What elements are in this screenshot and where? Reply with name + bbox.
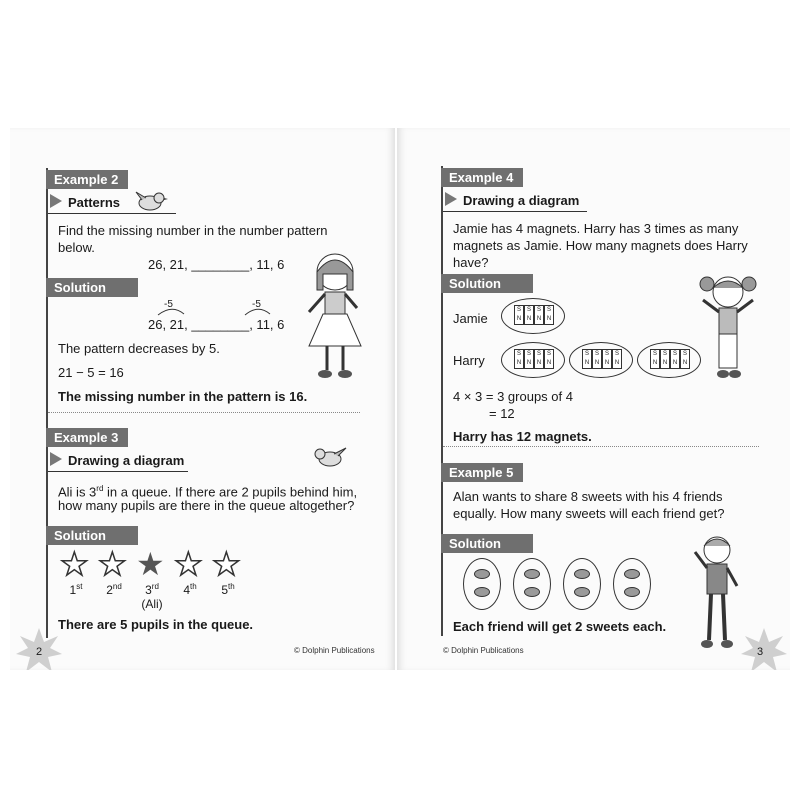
sweet-icon <box>474 587 490 597</box>
topic-heading: Drawing a diagram <box>68 453 185 468</box>
flag-icon <box>50 452 62 466</box>
boy-illustration <box>687 532 747 654</box>
topic-heading: Drawing a diagram <box>463 193 580 208</box>
topic-underline <box>443 211 587 212</box>
star-icon: ★ <box>60 546 89 582</box>
page-number-burst <box>741 628 787 670</box>
magnet-icon: S N <box>592 349 602 369</box>
page-number: 3 <box>757 646 764 658</box>
calculation: = 12 <box>489 406 515 421</box>
number-pattern: 26, 21, ________, 11, 6 <box>148 257 285 272</box>
magnet-icon: S N <box>534 305 544 325</box>
answer-text: Each friend will get 2 sweets each. <box>453 619 667 634</box>
magnet-icon: S N <box>514 305 524 325</box>
position-label: 3rd (Ali) <box>141 582 163 611</box>
calculation: 4 × 3 = 3 groups of 4 <box>453 389 573 404</box>
right-page <box>397 128 790 670</box>
flag-icon <box>50 194 62 208</box>
bird-icon <box>312 444 350 470</box>
sweet-group <box>563 558 601 610</box>
star-icon: ★ <box>174 546 203 582</box>
solution-tab: Solution <box>441 274 533 293</box>
solution-tab: Solution <box>46 526 138 545</box>
question-text: Find the missing number in the number pattern <box>58 223 328 238</box>
example-5-tab: Example 5 <box>441 463 523 482</box>
star-icon: ★ <box>98 546 127 582</box>
bird-icon <box>132 188 168 214</box>
girl-illustration <box>295 250 375 385</box>
footer-credit: © Dolphin Publications <box>443 646 524 655</box>
solution-tab: Solution <box>46 278 138 297</box>
position-label: 2nd <box>106 582 122 597</box>
question-text: have? <box>453 255 489 270</box>
answer-text: The missing number in the pattern is 16. <box>58 389 308 404</box>
row-label: Jamie <box>453 311 488 326</box>
sweet-group <box>463 558 501 610</box>
difference-label: -5 <box>164 299 173 310</box>
position-label: 1st <box>69 582 83 597</box>
margin-line <box>441 166 443 636</box>
sweet-icon <box>574 587 590 597</box>
magnet-icon: S N <box>602 349 612 369</box>
number-pattern: 26, 21, ________, 11, 6 <box>148 317 285 332</box>
magnet-icon: S N <box>534 349 544 369</box>
magnet-icon: S N <box>582 349 592 369</box>
magnet-icon: S N <box>680 349 690 369</box>
position-label: 5th <box>221 582 235 597</box>
question-text: equally. How many sweets will each friend get? <box>453 506 725 521</box>
sweet-icon <box>624 587 640 597</box>
magnet-icon: S N <box>524 305 534 325</box>
star-icon: ★ <box>212 546 241 582</box>
magnet-icon: S N <box>670 349 680 369</box>
solution-step: The pattern decreases by 5. <box>58 341 220 356</box>
topic-heading: Patterns <box>68 195 121 210</box>
girl-illustration <box>693 270 763 388</box>
question-text: Alan wants to share 8 sweets with his 4 friends <box>453 489 723 504</box>
question-text: Jamie has 4 magnets. Harry has 3 times as many <box>453 221 739 236</box>
magnet-icon: S N <box>544 305 554 325</box>
sweet-icon <box>474 569 490 579</box>
sweet-icon <box>624 569 640 579</box>
magnet-icon: S N <box>524 349 534 369</box>
example-3-tab: Example 3 <box>46 428 128 447</box>
difference-label: -5 <box>252 299 261 310</box>
section-divider <box>443 446 759 447</box>
footer-credit: © Dolphin Publications <box>294 646 375 655</box>
question-text: how many pupils are there in the queue altogether? <box>58 498 355 513</box>
arrow-icon <box>150 304 280 316</box>
example-2-tab: Example 2 <box>46 170 128 189</box>
answer-text: Harry has 12 magnets. <box>453 429 592 444</box>
sweet-group <box>613 558 651 610</box>
answer-text: There are 5 pupils in the queue. <box>58 617 254 632</box>
section-divider <box>48 412 360 413</box>
row-label: Harry <box>453 353 485 368</box>
magnet-icon: S N <box>612 349 622 369</box>
question-text: magnets as Jamie. How many magnets does Harry <box>453 238 748 253</box>
example-4-tab: Example 4 <box>441 168 523 187</box>
flag-icon <box>445 192 457 206</box>
page-number: 2 <box>36 646 43 658</box>
sweet-group <box>513 558 551 610</box>
magnet-icon: S N <box>650 349 660 369</box>
question-text: Ali is 3rd in a queue. If there are 2 pupils behind him, <box>58 484 358 500</box>
position-label: 4th <box>183 582 197 597</box>
magnet-icon: S N <box>660 349 670 369</box>
topic-underline <box>48 471 188 472</box>
solution-tab: Solution <box>441 534 533 553</box>
magnet-icon: S N <box>544 349 554 369</box>
sweet-icon <box>574 569 590 579</box>
magnet-icon: S N <box>514 349 524 369</box>
question-text: below. <box>58 240 95 255</box>
solution-step: 21 − 5 = 16 <box>58 365 124 380</box>
left-page <box>10 128 395 670</box>
margin-line <box>46 168 48 638</box>
star-icon: ★ <box>136 546 165 582</box>
sweet-icon <box>524 569 540 579</box>
sweet-icon <box>524 587 540 597</box>
